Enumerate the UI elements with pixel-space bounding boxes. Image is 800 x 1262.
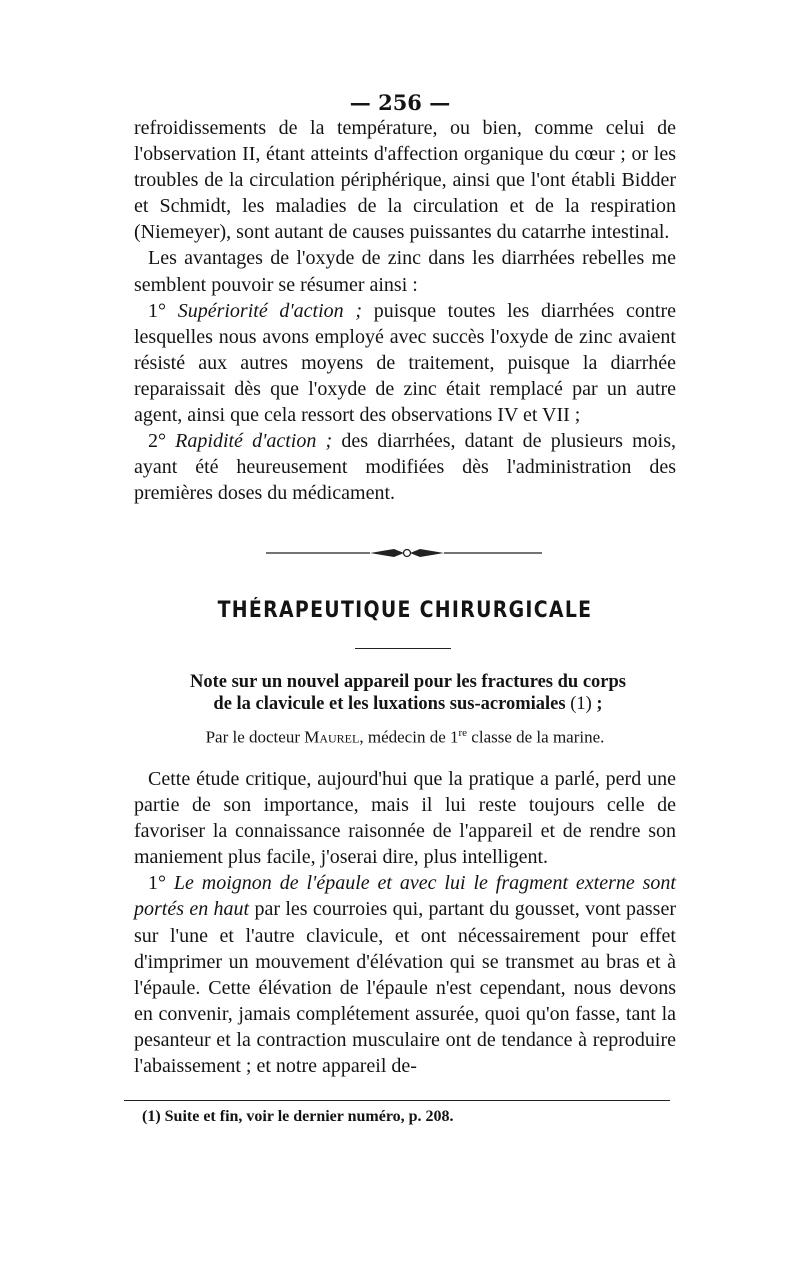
paragraph-avantages: Les avantages de l'oxyde de zinc dans les diarrhées rebelles me semblent pouvoir se résumer ainsi : (134, 247, 676, 296)
footnote-ref: (1) (570, 694, 592, 714)
page-number: — 256 — (349, 90, 451, 115)
item-text: par les courroies qui, partant du gousset, vont passer sur l'une et l'autre clavicule, et ont nécessairement pour effet d'imprimer un mouvement d'élévation qui se transmet au bras et à l'épaule. Cette élévation de l'épaule n'est cependant, nous devons en convenir, jamais complétement assurée, quoi qu'on fasse, tant la pesanteur et la contraction musculaire ont de tendance à reproduire l'abaissement ; et notre appareil de- (134, 898, 676, 1078)
footnote-rule (124, 1100, 670, 1101)
section-title: THÉRAPEUTIQUE CHIRURGICALE (217, 598, 593, 623)
byline-middle: , médecin de 1 (359, 727, 459, 747)
list-item-rapidity (134, 428, 676, 506)
text-block-bottom (134, 766, 676, 1079)
note-title-line-2 (130, 693, 686, 715)
text-block-top (134, 115, 676, 506)
list-item-superiority (134, 298, 676, 428)
item-text: des diarrhées, datant de plusieurs mois, ayant été heureusement modifiées dès l'administration des premières doses du médicament. (134, 430, 677, 505)
byline-suffix: classe de la marine. (467, 727, 605, 747)
footnote: (1) Suite et fin, voir le dernier numéro, p. 208. (142, 1108, 454, 1125)
item-number: 1° (148, 872, 166, 895)
item-text: puisque toutes les diarrhées contre lesquelles nous avons employé avec succès l'oxyde de zinc avaient résisté aux autres moyens de traitement, puisque la diarrhée reparaissait dès que l'oxyde de zinc était remplacé par un autre agent, ainsi que cela ressort des observations IV et VII ; (134, 299, 677, 427)
note-title (130, 671, 686, 715)
note-title-line-1: Note sur un nouvel appareil pour les fractures du corps (190, 672, 626, 692)
item-title: Le moignon de l'épaule et avec lui le fragment externe sont portés en haut (134, 872, 676, 921)
item-number: 1° (148, 299, 166, 322)
author-name: Maurel (304, 727, 360, 747)
ornamental-divider (266, 546, 542, 560)
item-title: Supériorité d'action ; (177, 299, 363, 322)
list-item-moignon (134, 870, 676, 1079)
paragraph-etude: Cette étude critique, aujourd'hui que la pratique a parlé, perd une partie de son importance, mais il lui reste toujours celle de favoriser la connaissance raisonnée de l'appareil et de rendre son maniement plus facile, j'oserai dire, plus intelligent. (134, 768, 676, 869)
title-rule (355, 648, 451, 649)
note-title-end: ; (591, 694, 603, 714)
paragraph-continuation: refroidissements de la température, ou bien, comme celui de l'observation II, étant atteints d'affection organique du cœur ; or les troubles de la circulation périphérique, ainsi que l'ont établi Bidder et Schmidt, les maladies de la circulation et de la respiration (Niemeyer), sont autant de causes puissantes du catarrhe intestinal. (134, 117, 676, 244)
ordinal-suffix: re (458, 727, 468, 739)
byline-prefix: Par le docteur (205, 727, 305, 747)
item-title: Rapidité d'action ; (175, 430, 333, 453)
note-title-text: de la clavicule et les luxations sus-acromiales (213, 694, 566, 714)
item-number: 2° (148, 430, 166, 453)
byline (134, 727, 676, 748)
